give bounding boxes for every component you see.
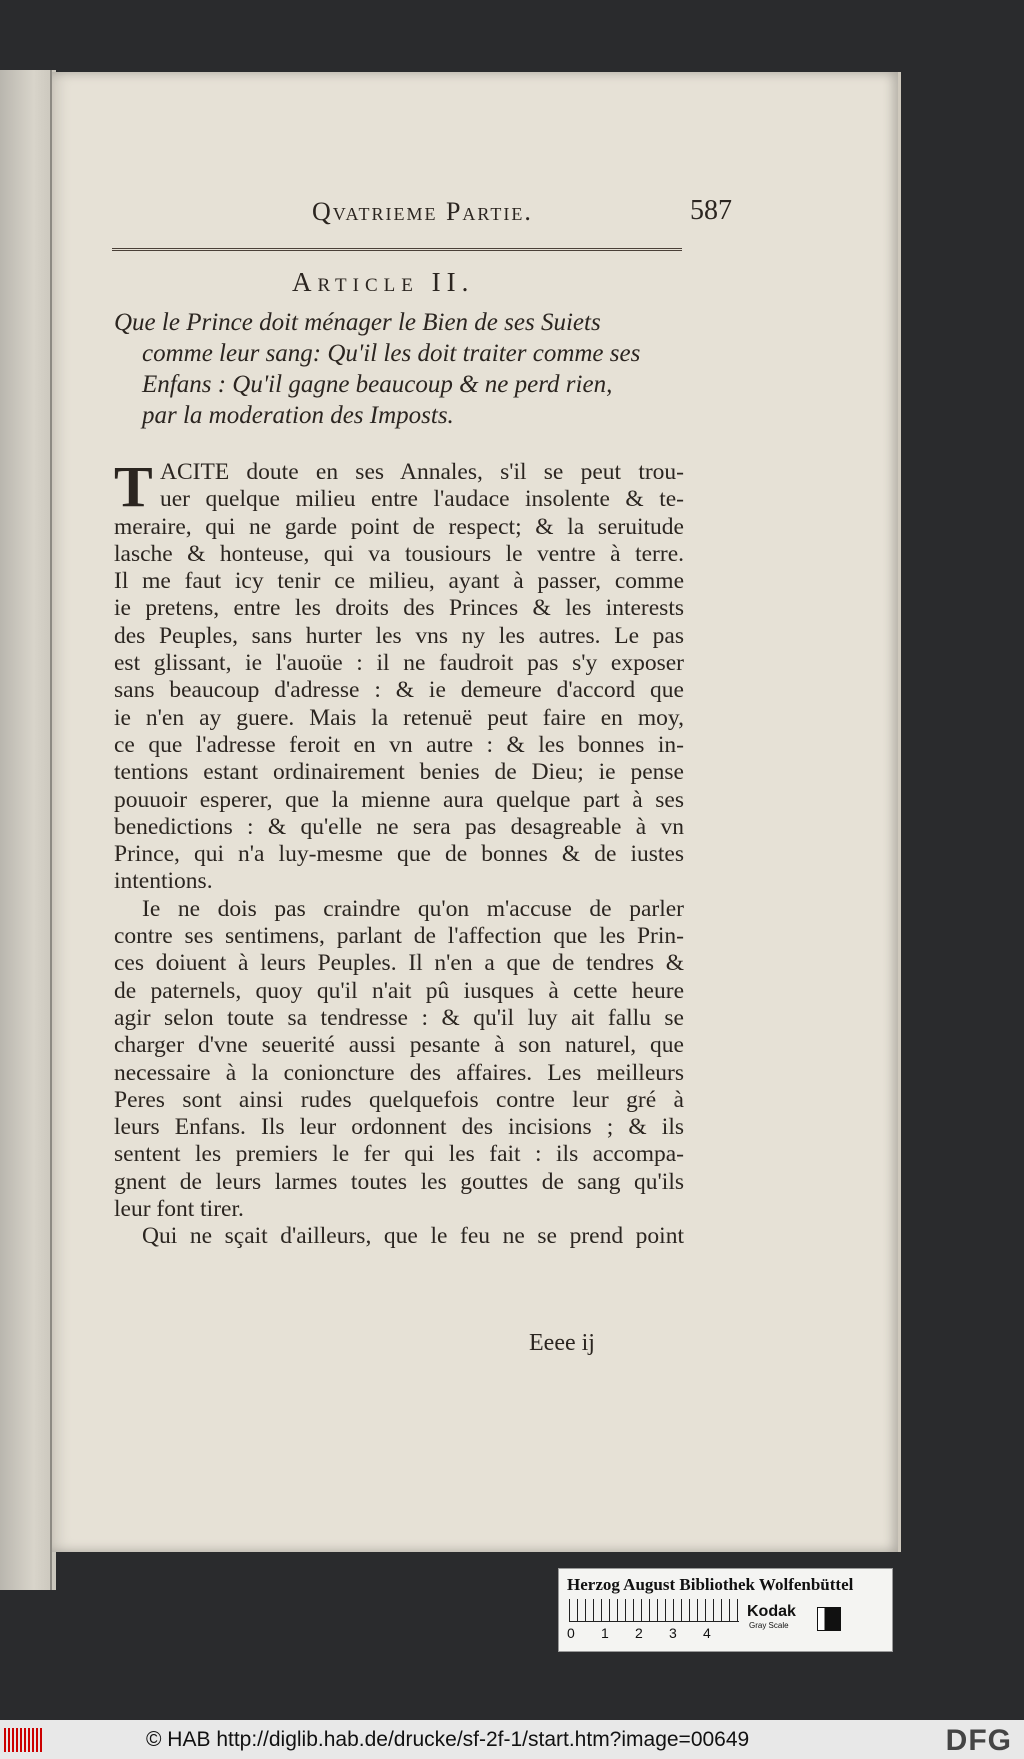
text-line: sans beaucoup d'adresse : & ie demeure d'accord que	[114, 677, 684, 704]
gray-swatch	[817, 1607, 841, 1631]
text-line: leur font tirer.	[114, 1196, 244, 1223]
summary-line: comme leur sang: Qu'il les doit traiter comme ses	[142, 340, 641, 367]
text-line: pouuoir esperer, que la mienne aura quelque part à ses	[114, 786, 684, 813]
text-line: Ie ne dois pas craindre qu'on m'accuse de parler	[142, 895, 684, 922]
body-text	[114, 454, 684, 1251]
text-line: charger d'vne seuerité aussi pesante à son naturel, que	[114, 1032, 684, 1059]
library-name: Herzog August Bibliothek Wolfenbüttel	[567, 1575, 854, 1594]
barcode-icon	[4, 1728, 44, 1752]
drop-cap: T	[114, 454, 153, 519]
kodak-logo: Kodak	[747, 1603, 796, 1620]
text-line: meraire, qui ne garde point de respect; & la seruitude	[114, 513, 684, 540]
scale-number: 0	[567, 1625, 575, 1641]
summary-line: Enfans : Qu'il gagne beaucoup & ne perd rien,	[142, 371, 613, 398]
text-line: ce que l'adresse feroit en vn autre : & les bonnes in-	[114, 731, 684, 758]
text-line: Il me faut icy tenir ce milieu, ayant à passer, comme	[114, 568, 684, 595]
text-line: Peres sont ainsi rudes quelquefois contre leur gré à	[114, 1086, 684, 1113]
text-line: contre ses sentimens, parlant de l'affection que les Prin-	[114, 923, 684, 950]
signature-mark: Eeee ij	[529, 1330, 595, 1356]
text-line: leurs Enfans. Ils leur ordonnent des incisions ; & ils	[114, 1114, 684, 1141]
text-line: necessaire à la conioncture des affaires. Les meilleurs	[114, 1059, 684, 1086]
text-line: de paternels, quoy qu'il n'ait pû iusques à cette heure	[114, 977, 684, 1004]
scale-numbers	[567, 1625, 737, 1641]
facing-page-edge	[0, 70, 56, 1590]
text-line: est glissant, ie l'auoüe : il ne faudroit pas s'y exposer	[114, 650, 684, 677]
scale-number: 2	[635, 1625, 643, 1641]
text-line: lasche & honteuse, qui va tousiours le ventre à terre.	[114, 540, 684, 567]
gray-scale-label: Gray Scale	[749, 1621, 789, 1630]
summary-line: par la moderation des Imposts.	[142, 402, 454, 429]
summary-line: Que le Prince doit ménager le Bien de ses Suiets	[114, 309, 601, 336]
scale-number: 1	[601, 1625, 609, 1641]
text-line: des Peuples, sans hurter les vns ny les autres. Le pas	[114, 622, 684, 649]
text-line: intentions.	[114, 868, 213, 895]
article-title: Article II.	[292, 267, 475, 297]
ruler-scale	[569, 1599, 739, 1622]
page-header	[172, 187, 732, 237]
text-line: ACITE doute en ses Annales, s'il se peut trou-	[160, 459, 684, 485]
text-line: Qui ne sçait d'ailleurs, que le feu ne se prend point	[142, 1223, 684, 1250]
text-line: tentions estant ordinairement benies de Dieu; ie pense	[114, 759, 684, 786]
article-summary	[114, 307, 684, 431]
text-line: uer quelque milieu entre l'audace insolente & te-	[160, 486, 684, 513]
color-target	[558, 1568, 893, 1652]
dfg-logo: DFG	[945, 1724, 1012, 1757]
text-line: agir selon toute sa tendresse : & qu'il luy ait fallu se	[114, 1004, 684, 1031]
running-title: Qvatrieme Partie.	[312, 197, 533, 226]
text-line: sentent les premiers le fer qui les fait : ils accompa-	[114, 1141, 684, 1168]
source-credit: © HAB http://diglib.hab.de/drucke/sf-2f-1/start.htm?image=00649	[146, 1728, 750, 1751]
header-rule	[112, 248, 682, 251]
text-line: ie n'en ay guere. Mais la retenuë peut faire en moy,	[114, 704, 684, 731]
book-page	[52, 72, 901, 1552]
scale-number: 4	[703, 1625, 711, 1641]
text-line: benedictions : & qu'elle ne sera pas desagreable à vn	[114, 813, 684, 840]
text-line: ces doiuent à leurs Peuples. Il n'en a que de tendres &	[114, 950, 684, 977]
scale-number: 3	[669, 1625, 677, 1641]
page-number: 587	[690, 195, 732, 226]
text-line: gnent de leurs larmes toutes les gouttes de sang qu'ils	[114, 1168, 684, 1195]
text-line: ie pretens, entre les droits des Princes & les interests	[114, 595, 684, 622]
text-line: Prince, qui n'a luy-mesme que de bonnes & de iustes	[114, 841, 684, 868]
footer-bar	[0, 1720, 1024, 1759]
